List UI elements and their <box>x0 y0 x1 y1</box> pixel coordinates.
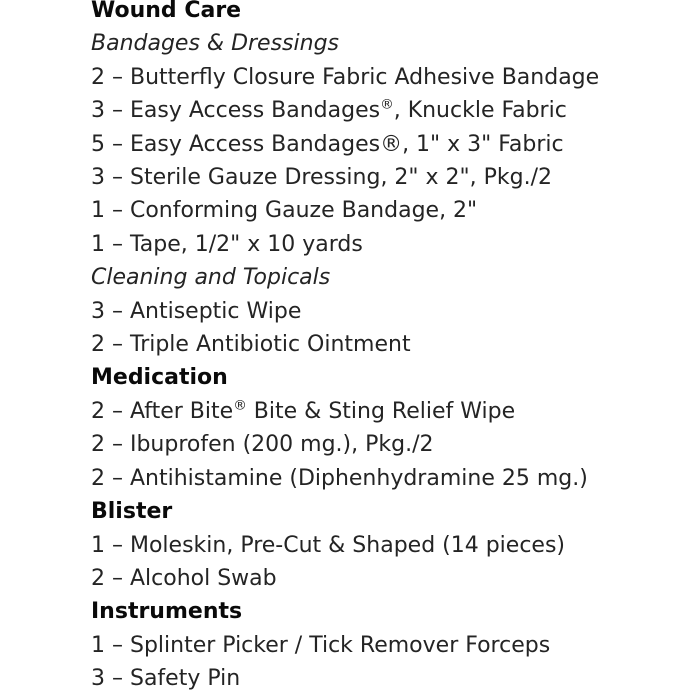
line-text: 1 – Tape, 1/2" x 10 yards <box>91 231 363 257</box>
line-text: Cleaning and Topicals <box>91 265 331 291</box>
registered-trademark-symbol: ® <box>380 96 394 113</box>
line-text: 1 – Moleskin, Pre-Cut & Shaped (14 pieces) <box>91 532 566 558</box>
line-text: 2 – Ibuprofen (200 mg.), Pkg./2 <box>91 432 434 458</box>
line-text: 3 – Easy Access Bandages <box>91 98 381 124</box>
content-item <box>91 629 671 662</box>
line-text: Medication <box>91 365 228 391</box>
line-text: 3 – Antiseptic Wipe <box>91 298 302 324</box>
category-subheading <box>91 27 671 60</box>
line-text: 1 – Conforming Gauze Bandage, 2" <box>91 198 478 224</box>
line-text: 2 – Antihistamine (Diphenhydramine 25 mg.) <box>91 465 588 491</box>
content-item <box>91 328 671 361</box>
line-text: Bite & Sting Relief Wipe <box>246 398 516 424</box>
content-item <box>91 662 671 695</box>
content-item <box>91 529 671 562</box>
content-item <box>91 161 671 194</box>
content-item <box>91 128 671 161</box>
section-heading <box>91 595 671 628</box>
content-item <box>91 228 671 261</box>
content-item <box>91 94 671 127</box>
content-item <box>91 462 671 495</box>
line-text: 2 – After Bite <box>91 398 234 424</box>
section-heading <box>91 495 671 528</box>
line-text: , Knuckle Fabric <box>393 98 567 124</box>
line-text: 2 – Alcohol Swab <box>91 565 277 591</box>
content-item <box>91 194 671 227</box>
line-text: 5 – Easy Access Bandages®, 1" x 3" Fabric <box>91 131 564 157</box>
content-item <box>91 395 671 428</box>
line-text: 2 – Butterfly Closure Fabric Adhesive Bandage <box>91 64 600 90</box>
category-subheading <box>91 261 671 294</box>
line-text: 3 – Sterile Gauze Dressing, 2" x 2", Pkg./2 <box>91 165 553 191</box>
content-item <box>91 295 671 328</box>
line-text: Wound Care <box>91 0 242 23</box>
content-item <box>91 61 671 94</box>
line-text: Blister <box>91 499 173 525</box>
content-item <box>91 428 671 461</box>
line-text: 3 – Safety Pin <box>91 666 241 692</box>
section-heading <box>91 361 671 394</box>
line-text: 1 – Splinter Picker / Tick Remover Forceps <box>91 632 551 658</box>
content-item <box>91 562 671 595</box>
kit-contents-list <box>91 0 671 696</box>
line-text: Instruments <box>91 599 243 625</box>
section-heading <box>91 0 671 27</box>
registered-trademark-symbol: ® <box>233 397 247 414</box>
line-text: Bandages & Dressings <box>91 31 339 57</box>
line-text: 2 – Triple Antibiotic Ointment <box>91 332 411 358</box>
